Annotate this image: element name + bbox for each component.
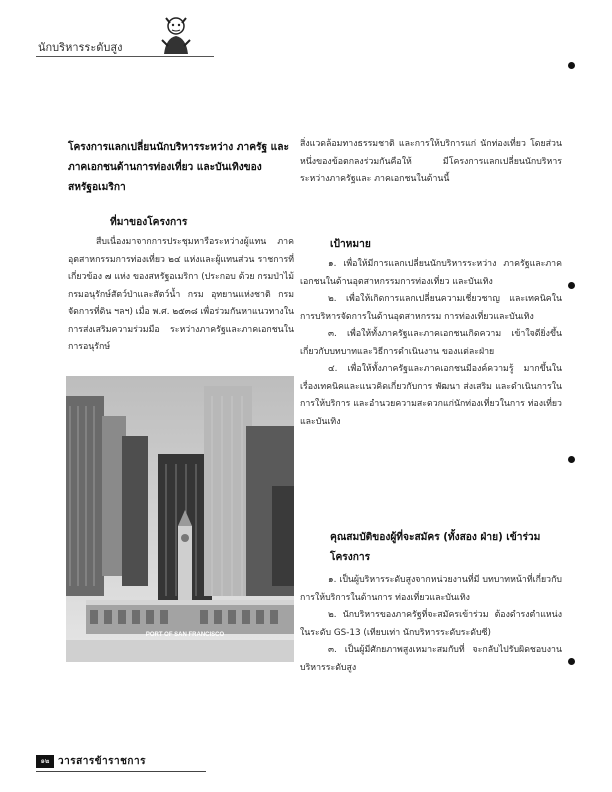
section-title: นักบริหารระดับสูง bbox=[38, 41, 123, 54]
qualification-item bbox=[300, 607, 562, 642]
continuation-paragraph: สิ่งแวดล้อมทางธรรมชาติ และการให้บริการแก่ นักท่องเที่ยว โดยส่วนหนึ่งของข้อตกลงร่วมกันคือให้ มีโครงการแลกเปลี่ยนนักบริหารระหว่างภาครัฐและ ภาคเอกชนในด้านนี้ bbox=[300, 139, 562, 184]
page-number: ๑๒ bbox=[36, 755, 54, 768]
header-divider bbox=[36, 56, 214, 57]
background-paragraph bbox=[68, 234, 294, 357]
cartoon-person-icon bbox=[158, 14, 194, 56]
qualification-text: ๓. เป็นผู้มีศักยภาพสูงเหมาะสมกับที่ จะกลับไปรับผิดชอบงานบริหารระดับสูง bbox=[300, 645, 562, 673]
binder-hole-2 bbox=[568, 282, 575, 289]
objective-item bbox=[300, 326, 562, 361]
objective-item bbox=[300, 256, 562, 291]
qualification-text: ๑. เป็นผู้บริหารระดับสูงจากหน่วยงานที่มี บทบาทหน้าที่เกี่ยวกับการให้บริการในด้านการ ท่องเที่ยวและบันเทิง bbox=[300, 575, 562, 603]
binder-hole-1 bbox=[568, 62, 575, 69]
qualification-item bbox=[300, 572, 562, 607]
objective-item bbox=[300, 291, 562, 326]
objective-text: ๒. เพื่อให้เกิดการแลกเปลี่ยนความเชี่ยวชาญ และเทคนิคในการบริหารจัดการในด้านอุตสาหกรรม การท่องเที่ยวและบันเทิง bbox=[300, 294, 562, 322]
qualification-item bbox=[300, 642, 562, 677]
qualifications-list bbox=[300, 572, 562, 677]
qualification-text: ๒. นักบริหารของภาครัฐที่จะสมัครเข้าร่วม ต้องดำรงตำแหน่งในระดับ GS-13 (เทียบเท่า นักบริหารระดับระดับซี) bbox=[300, 610, 562, 638]
binder-hole-4 bbox=[568, 658, 575, 665]
objectives-list bbox=[300, 256, 562, 431]
background-text: สืบเนื่องมาจากการประชุมหารือระหว่างผู้แทน ภาคอุตสาหกรรมการท่องเที่ยว ๒๔ แห่งและผู้แทนส่วน ราชการที่เกี่ยวข้อง ๗ แห่ง ของสหรัฐอเมริกา (ประกอบ ด้วย กรมป่าไม้ กรมอนุรักษ์สัตว์ป่าและสัตว์น้ำ กรม อุทยานแห่งชาติ กรมจัดการที่ดิน ฯลฯ) เมื่อ พ.ศ. ๒๕๓๘ เพื่อร่วมกันหาแนวทางในการส่งเสริมความร่วมมือ ระหว่างภาครัฐและภาคเอกชนในการอนุรักษ์ bbox=[68, 237, 294, 352]
objective-text: ๑. เพื่อให้มีการแลกเปลี่ยนนักบริหารระหว่าง ภาครัฐและภาคเอกชนในด้านอุตสาหกรรมการท่องเที่ยว และบันเทิง bbox=[300, 259, 562, 287]
magazine-name: วารสารข้าราชการ bbox=[58, 756, 146, 767]
pier-sign-text: PORT OF SAN FRANCISCO bbox=[145, 632, 225, 638]
objective-text: ๓. เพื่อให้ทั้งภาครัฐและภาคเอกชนเกิดความ เข้าใจดียิ่งขึ้นเกี่ยวกับบทบาทและวิธีการดำเนินงาน ของแต่ละฝ่าย bbox=[300, 329, 562, 357]
objectives-heading: เป้าหมาย bbox=[330, 239, 371, 250]
san-francisco-skyline-photo bbox=[66, 376, 294, 662]
article-title: โครงการแลกเปลี่ยนนักบริหารระหว่าง ภาครัฐ และภาคเอกชนด้านการท่องเที่ยว และบันเทิงของสหรัฐอเมริกา bbox=[68, 142, 289, 193]
objective-item bbox=[300, 361, 562, 431]
footer-divider bbox=[36, 771, 206, 772]
background-heading: ที่มาของโครงการ bbox=[110, 217, 188, 228]
qualifications-heading: คุณสมบัติของผู้ที่จะสมัคร (ทั้งสอง ฝ่าย) เข้าร่วมโครงการ bbox=[330, 532, 541, 563]
binder-hole-3 bbox=[568, 456, 575, 463]
objective-text: ๔. เพื่อให้ทั้งภาครัฐและภาคเอกชนมีองค์ความรู้ มากขึ้นในเรื่องเทคนิคและแนวคิดเกี่ยวกับการ พัฒนา ส่งเสริม และดำเนินการในการให้บริการ และอำนวยความสะดวกแก่นักท่องเที่ยวในการ ท่องเที่ยวและบันเทิง bbox=[300, 364, 562, 427]
